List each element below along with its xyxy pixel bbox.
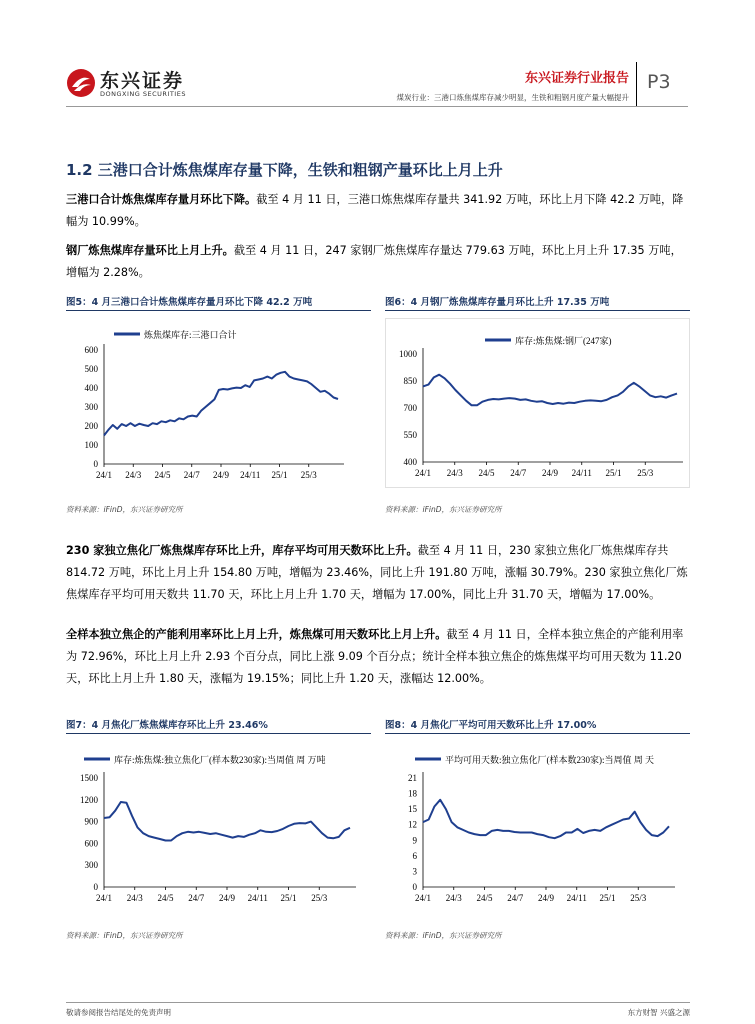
section-title: 1.2 三港口合计炼焦煤库存量下降，生铁和粗钢产量环比上月上升 <box>66 161 503 179</box>
y-tick-label: 0 <box>93 459 98 469</box>
y-tick-label: 0 <box>412 882 417 892</box>
paragraph-3 <box>66 540 690 606</box>
y-tick-label: 550 <box>403 430 417 440</box>
series-line <box>104 372 338 436</box>
legend-label: 库存:炼焦煤:钢厂(247家) <box>515 336 612 346</box>
y-tick-label: 9 <box>412 835 417 846</box>
x-tick-label: 24/7 <box>183 470 200 480</box>
footer-rule <box>66 1002 690 1003</box>
x-tick-label: 25/1 <box>271 470 288 480</box>
figure-source: 资料来源：iFinD，东兴证券研究所 <box>66 505 183 514</box>
page-number: P3 <box>647 71 671 93</box>
paragraph-lead: 230 家独立焦化厂炼焦煤库存环比上升，库存平均可用天数环比上升。 <box>66 544 418 557</box>
figure-rule <box>385 310 690 311</box>
figure-title: 图6：4 月钢厂炼焦煤库存量月环比上升 17.35 万吨 <box>385 297 610 308</box>
x-tick-label: 24/5 <box>476 893 493 903</box>
y-tick-label: 700 <box>403 403 417 413</box>
y-tick-label: 900 <box>84 816 98 827</box>
y-tick-label: 12 <box>408 819 417 830</box>
x-tick-label: 24/9 <box>212 470 230 480</box>
x-tick-label: 24/9 <box>541 468 559 478</box>
figure-source: 资料来源：iFinD，东兴证券研究所 <box>385 931 502 940</box>
y-tick-label: 1200 <box>80 794 98 805</box>
logo-text: 东兴证券 <box>100 70 185 92</box>
x-tick-label: 24/5 <box>478 468 495 478</box>
y-tick-label: 3 <box>412 866 417 877</box>
series-line <box>104 802 350 841</box>
x-tick-label: 24/11 <box>247 893 268 903</box>
y-tick-label: 200 <box>84 421 98 431</box>
series-line <box>423 375 677 406</box>
series-line <box>423 800 669 838</box>
logo-icon <box>66 68 96 98</box>
header-divider <box>636 62 637 106</box>
chart-svg <box>66 318 371 488</box>
x-tick-label: 25/3 <box>300 470 317 480</box>
x-tick-label: 25/1 <box>599 893 616 903</box>
footer-slogan: 东方财智 兴盛之源 <box>627 1008 690 1017</box>
x-tick-label: 24/9 <box>218 893 236 903</box>
y-tick-label: 21 <box>408 773 417 783</box>
x-tick-label: 25/3 <box>637 468 654 478</box>
x-tick-label: 24/5 <box>157 893 174 903</box>
x-tick-label: 24/1 <box>414 468 432 478</box>
chart-svg <box>66 741 371 913</box>
figure-source: 资料来源：iFinD，东兴证券研究所 <box>385 505 502 514</box>
figure-rule <box>385 733 690 734</box>
paragraph-body: 截至 4 月 11 日，全样本独立焦企的产能利用率为 72.96%，环比上月上升 2.93 个百分点，同比上涨 9.09 个百分点；统计全样本独立焦企的炼焦煤平均可用天数为 11.20 天，环比上月上升 1.80 天，涨幅为 19.15%；同比上升 1.20 天，涨幅达 12.00%。 <box>66 628 684 685</box>
paragraph-2 <box>66 240 690 284</box>
x-tick-label: 25/1 <box>280 893 297 903</box>
legend-label: 炼焦煤库存:三港口合计 <box>144 330 237 340</box>
x-tick-label: 24/9 <box>537 893 555 903</box>
y-tick-label: 1500 <box>80 773 98 783</box>
x-tick-label: 24/3 <box>446 468 463 478</box>
paragraph-1 <box>66 189 690 233</box>
x-tick-label: 24/11 <box>566 893 587 903</box>
y-tick-label: 400 <box>84 383 98 393</box>
figure-rule <box>66 310 371 311</box>
x-tick-label: 24/3 <box>125 470 142 480</box>
x-tick-label: 24/1 <box>414 893 432 903</box>
header-rule <box>66 106 688 107</box>
x-tick-label: 24/5 <box>154 470 171 480</box>
y-tick-label: 0 <box>93 882 98 892</box>
y-tick-label: 18 <box>408 788 417 799</box>
y-tick-label: 300 <box>84 402 98 412</box>
x-tick-label: 24/3 <box>126 893 143 903</box>
report-subtitle: 煤炭行业：三港口炼焦煤库存减少明显，生铁和粗钢月度产量大幅提升 <box>396 93 629 102</box>
report-title: 东兴证券行业报告 <box>524 71 629 86</box>
y-tick-label: 600 <box>84 838 98 849</box>
paragraph-4 <box>66 624 690 690</box>
y-tick-label: 100 <box>84 440 98 450</box>
y-tick-label: 400 <box>403 457 417 467</box>
x-tick-label: 25/3 <box>311 893 328 903</box>
figure-title: 图5：4 月三港口合计炼焦煤库存量月环比下降 42.2 万吨 <box>66 297 313 308</box>
paragraph-lead: 全样本独立焦企的产能利用率环比上月上升，炼焦煤可用天数环比上月上升。 <box>66 628 447 641</box>
footer-disclaimer: 敬请参阅报告结尾处的免责声明 <box>66 1008 171 1017</box>
x-tick-label: 24/7 <box>507 893 524 903</box>
legend-label: 平均可用天数:独立焦化厂(样本数230家):当周值 周 天 <box>445 755 654 765</box>
paragraph-body: 截至 4 月 11 日，247 家钢厂炼焦煤库存量达 779.63 万吨，环比上月上升 17.35 万吨，增幅为 2.28%。 <box>66 244 682 279</box>
figure-rule <box>66 733 371 734</box>
y-tick-label: 850 <box>403 376 417 386</box>
x-tick-label: 25/3 <box>630 893 647 903</box>
x-tick-label: 24/1 <box>95 893 113 903</box>
paragraph-body: 截至 4 月 11 日，三港口炼焦煤库存量共 341.92 万吨，环比上月下降 42.2 万吨，降幅为 10.99%。 <box>66 193 684 228</box>
logo-subtext: DONGXING SECURITIES <box>100 90 186 98</box>
x-tick-label: 24/1 <box>95 470 113 480</box>
y-tick-label: 300 <box>84 860 98 871</box>
y-tick-label: 500 <box>84 364 98 374</box>
x-tick-label: 24/3 <box>445 893 462 903</box>
y-tick-label: 1000 <box>399 349 417 359</box>
paragraph-body: 截至 4 月 11 日，230 家独立焦化厂炼焦煤库存共 814.72 万吨，环比上月上升 154.80 万吨，增幅为 23.46%，同比上升 191.80 万吨，涨幅 30.79%。230 家独立焦化厂炼焦煤库存平均可用天数共 11.70 天，环比上月上升 1.70 天，增幅为 17.00%，同比上升 31.70 天，增幅为 17.00%。 <box>66 544 688 601</box>
x-tick-label: 24/7 <box>188 893 205 903</box>
paragraph-lead: 三港口合计炼焦煤库存量月环比下降。 <box>66 193 257 206</box>
legend-label: 库存:炼焦煤:独立焦化厂(样本数230家):当周值 周 万吨 <box>114 755 326 765</box>
chart-svg <box>385 741 690 913</box>
chart-svg <box>385 318 690 488</box>
figure-title: 图7：4 月焦化厂炼焦煤库存环比上升 23.46% <box>66 720 268 731</box>
paragraph-lead: 钢厂炼焦煤库存量环比上月上升。 <box>66 244 234 257</box>
x-tick-label: 25/1 <box>605 468 622 478</box>
x-tick-label: 24/11 <box>240 470 261 480</box>
x-tick-label: 24/7 <box>510 468 527 478</box>
figure-source: 资料来源：iFinD，东兴证券研究所 <box>66 931 183 940</box>
y-tick-label: 15 <box>408 804 417 815</box>
y-tick-label: 600 <box>84 345 98 355</box>
y-tick-label: 6 <box>412 850 417 861</box>
figure-title: 图8：4 月焦化厂平均可用天数环比上升 17.00% <box>385 720 597 731</box>
x-tick-label: 24/11 <box>571 468 592 478</box>
